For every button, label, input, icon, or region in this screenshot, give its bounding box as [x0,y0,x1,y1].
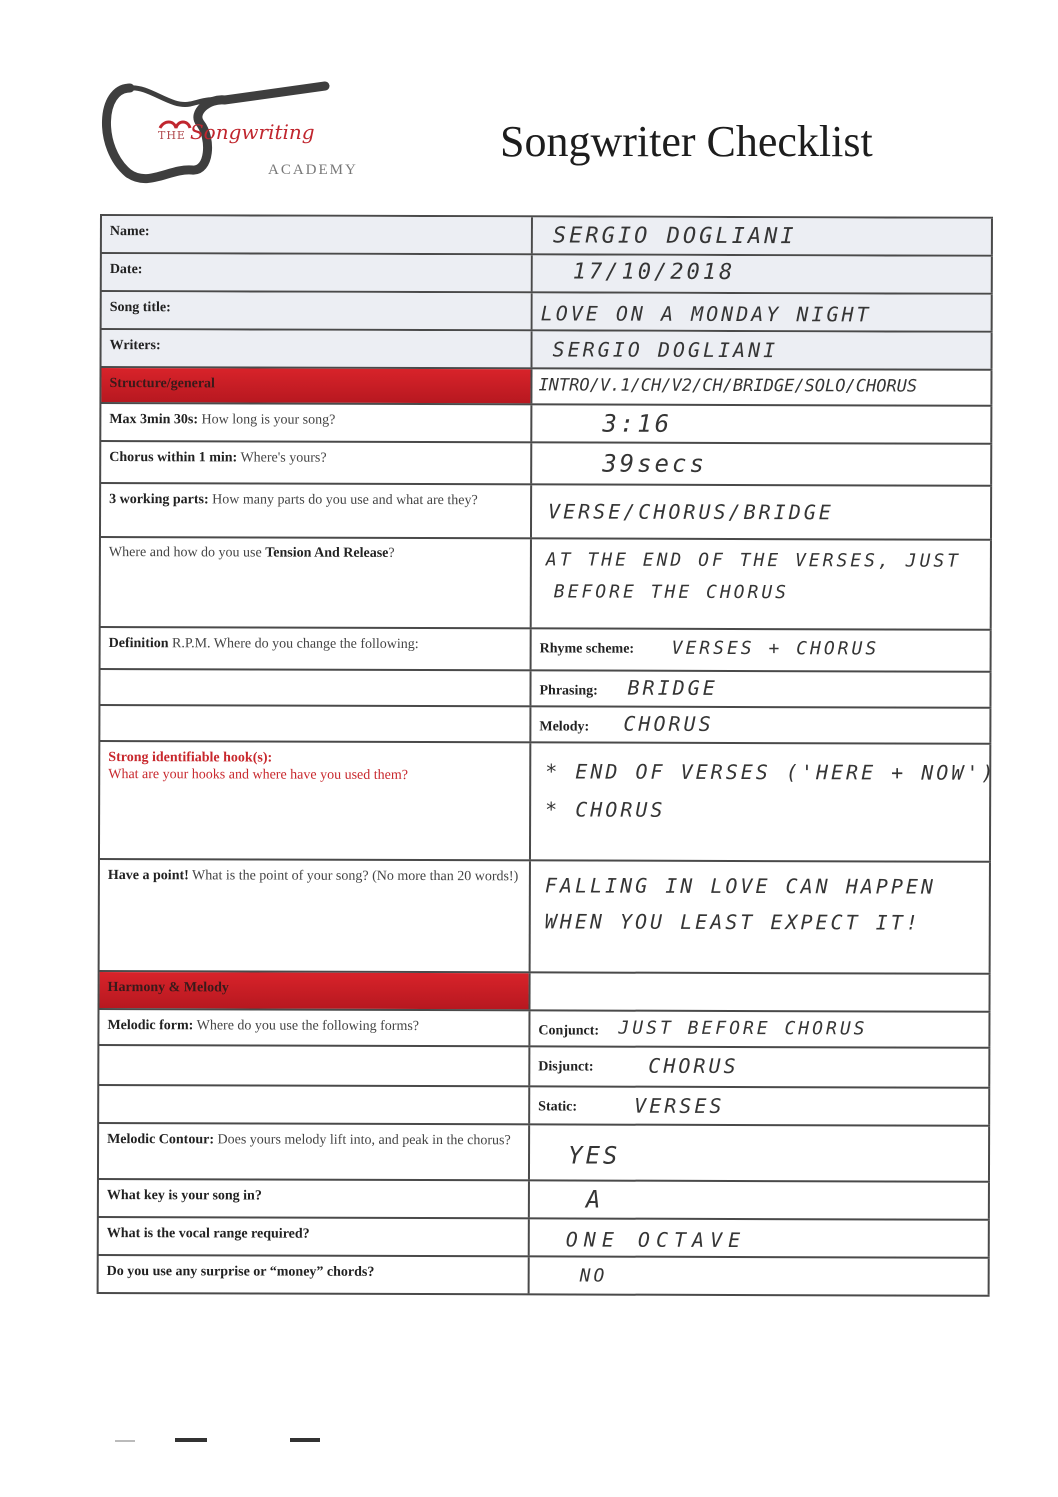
phrasing-row [98,668,991,707]
conjunct-field[interactable]: Conjunct: JUST BEFORE CHORUS [530,1011,990,1046]
name-answer-field[interactable]: SERGIO DOGLIANI [533,217,993,254]
tension-row: Where and how do you use Tension And Release? AT THE END OF THE VERSES, JUST BEFORE THE CHORUS [99,536,992,629]
hooks-row: Strong identifiable hook(s): What are your hooks and where have you used them? * END OF VERSES ('HERE + NOW') * CHORUS [98,740,991,861]
disjunct-row [97,1044,990,1087]
page-title: Songwriter Checklist [500,117,873,166]
static-row [97,1084,990,1125]
contour-answer-field[interactable]: YES [530,1125,990,1180]
phrasing-field[interactable]: Phrasing: BRIDGE [531,671,991,706]
scan-marks [115,1435,335,1449]
structure-section-header: Structure/general [99,368,532,403]
melody-field[interactable]: Melody: CHORUS [531,707,991,742]
structure-row [99,366,992,405]
point-row: Have a point! What is the point of your song? (No more than 20 words!) FALLING IN LOVE CAN HAPPEN WHEN YOU LEAST EXPECT IT! [98,858,991,973]
point-answer-field[interactable]: FALLING IN LOVE CAN HAPPEN WHEN YOU LEAST EXPECT IT! [531,861,991,972]
key-row: What key is your song in? A [97,1178,990,1219]
song-title-answer-field[interactable]: LOVE ON A MONDAY NIGHT [533,293,993,330]
vocal-range-row: What is the vocal range required? ONE OCTAVE [97,1216,990,1257]
static-field[interactable]: Static: VERSES [530,1087,990,1124]
chorus-within-row: Chorus within 1 min: Where's yours? 39secs [99,440,992,485]
chorus-time-answer-field[interactable]: 39secs [532,443,992,484]
length-answer-field[interactable]: 3:16 [532,405,992,442]
harmony-section-header: Harmony & Melody [98,972,531,1009]
writers-answer-field[interactable]: SERGIO DOGLIANI [533,331,993,368]
name-label: Name: [109,224,150,240]
rhyme-scheme-field[interactable]: Rhyme scheme: VERSES + CHORUS [532,629,992,670]
hooks-answer-field[interactable]: * END OF VERSES ('HERE + NOW') * CHORUS [531,743,991,860]
song-title-label: Song title: [109,300,171,316]
date-row [100,252,993,293]
melodic-form-row: Melodic form: Where do you use the following forms? Conjunct: JUST BEFORE CHORUS [97,1008,990,1047]
song-title-row [100,290,993,331]
checklist-form [97,214,997,1297]
parts-answer-field[interactable]: VERSE/CHORUS/BRIDGE [532,485,992,538]
key-answer-field[interactable]: A [530,1181,990,1218]
date-label: Date: [109,262,143,278]
surprise-answer-field[interactable]: NO [530,1257,990,1294]
logo-subtitle: ACADEMY [268,162,358,178]
date-answer-field[interactable]: 17/10/2018 [533,255,993,292]
contour-row: Melodic Contour: Does yours melody lift into, and peak in the chorus? YES [97,1122,990,1181]
max-length-row: Max 3min 30s: How long is your song? 3:16 [99,402,992,443]
tension-answer-field[interactable]: AT THE END OF THE VERSES, JUST BEFORE THE CHORUS [532,539,992,628]
structure-answer-field[interactable]: INTRO/V.1/CH/V2/CH/BRIDGE/SOLO/CHORUS [532,369,992,404]
working-parts-row: 3 working parts: How many parts do you use and what are they? VERSE/CHORUS/BRIDGE [99,482,992,539]
vocal-range-answer-field[interactable]: ONE OCTAVE [530,1219,990,1256]
surprise-chords-row: Do you use any surprise or “money” chords? NO [97,1254,990,1295]
definition-row: Definition R.P.M. Where do you change the following: Rhyme scheme: VERSES + CHORUS [99,626,992,671]
name-row [100,214,993,255]
disjunct-field[interactable]: Disjunct: CHORUS [530,1047,990,1086]
harmony-row [98,970,991,1011]
melody-row [98,704,991,743]
logo-wordmark: THE Songwriting [158,120,315,144]
writers-row [100,328,993,369]
writers-label: Writers: [109,338,161,354]
